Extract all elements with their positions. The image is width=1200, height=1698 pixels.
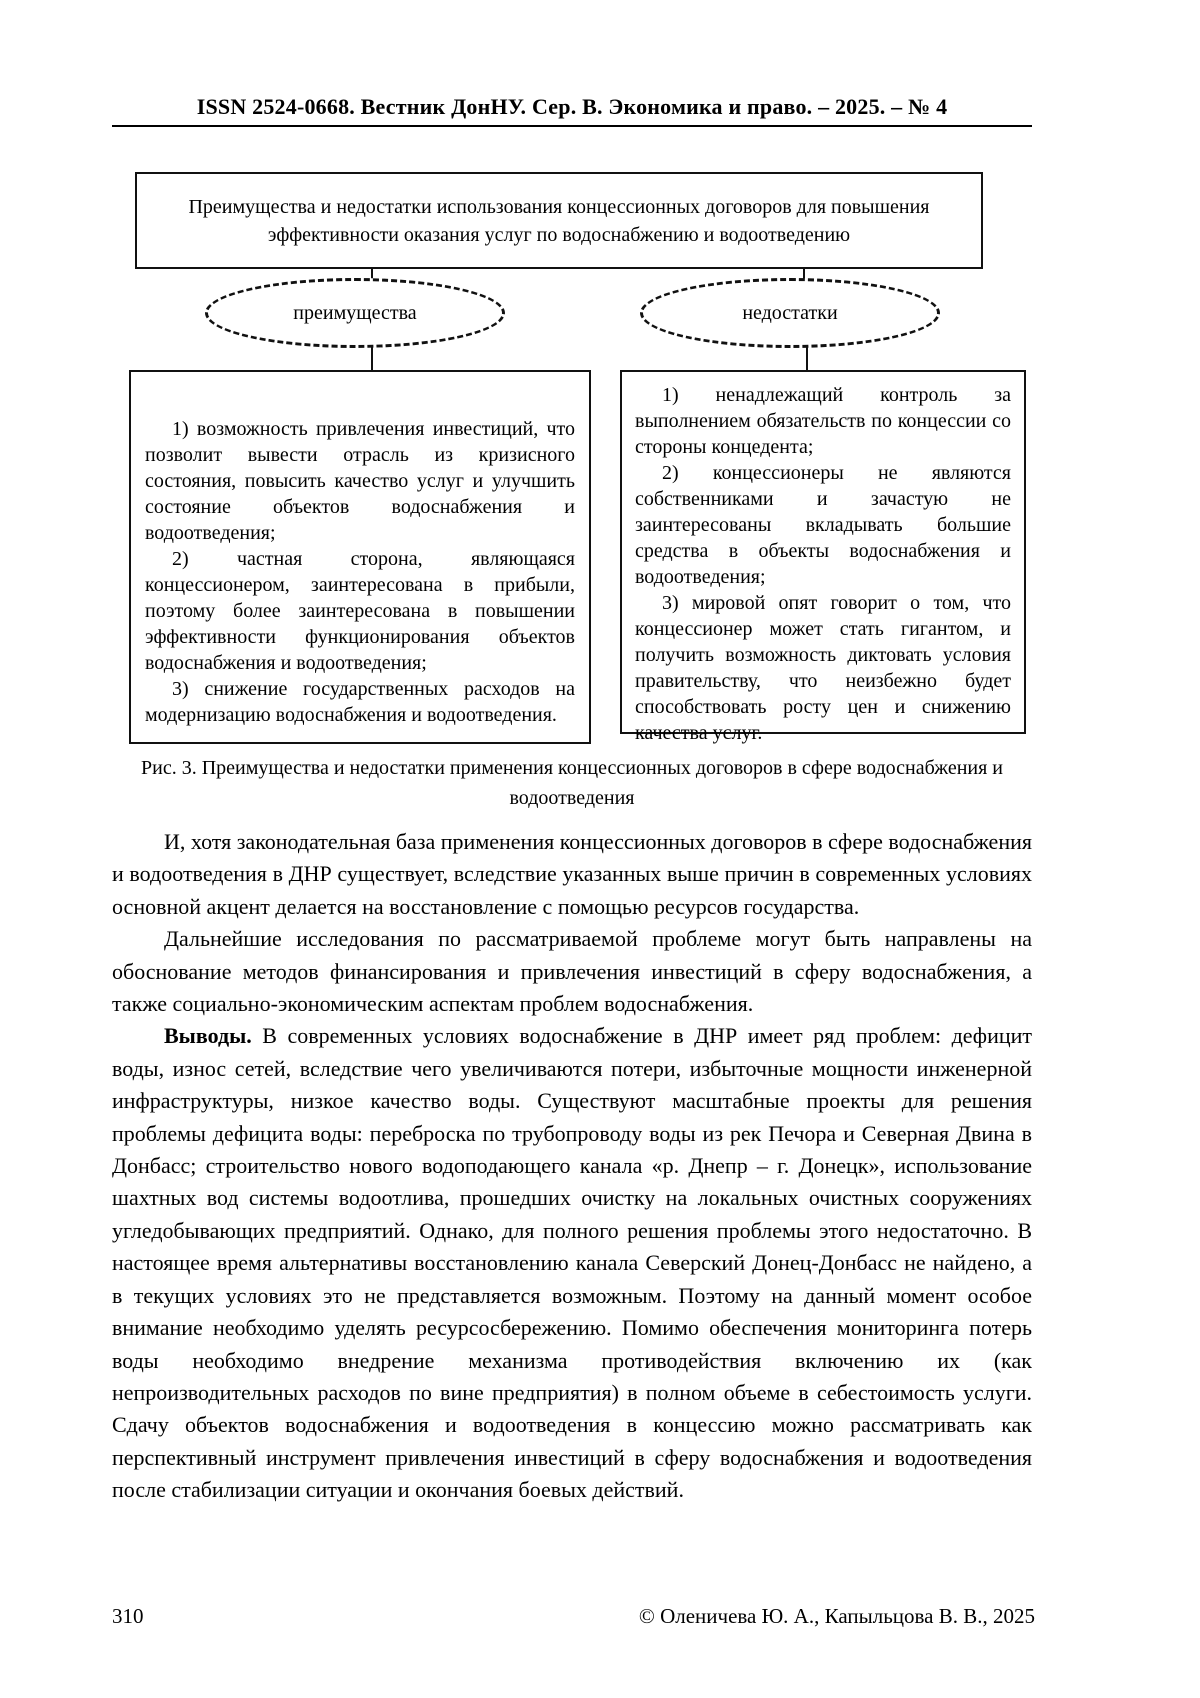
header-rule [112,125,1032,127]
figure-title-box [135,172,983,269]
page-number: 310 [112,1604,144,1628]
disadvantage-item: 3) мировой опят говорит о том, что концессионер может стать гигантом, и получить возможность диктовать условия правительству, что неизбежно будет способствовать росту цен и снижению качества услуг. [635,592,1011,744]
advantage-item: 1) возможность привлечения инвестиций, что позволит вывести отрасль из кризисного состояния, повысить качество услуг и улучшить состояние объектов водоснабжения и водоотведения; [145,418,575,544]
article-body [112,826,1032,1507]
page-header [112,94,1032,127]
page-footer [112,1604,1035,1629]
advantage-item: 3) снижение государственных расходов на модернизацию водоснабжения и водоотведения. [145,678,575,726]
disadvantage-item: 2) концессионеры не являются собственниками и зачастую не заинтересованы вкладывать большие средства в объекты водоснабжения и водоотведения; [635,462,1011,588]
paragraph [112,826,1032,923]
disadvantages-ellipse [640,278,940,348]
page-content [112,0,1032,1507]
figure-caption: Рис. 3. Преимущества и недостатки применения концессионных договоров в сфере водоснабжения и водоотведения [141,757,1004,809]
advantages-ellipse [205,278,505,348]
figure-3-diagram [129,172,1029,744]
advantages-label: преимущества [293,301,417,324]
figure-title-text: Преимущества и недостатки использования концессионных договоров для повышения эффективности оказания услуг по водоснабжению и водоотведению [188,195,930,246]
connector-line-bottom-left [371,346,373,370]
disadvantage-item: 1) ненадлежащий контроль за выполнением обязательств по концессии со стороны концедента; [635,384,1011,458]
disadvantages-box [620,370,1026,744]
copyright-notice: © Оленичева Ю. А., Капыльцова В. В., 2025 [638,1604,1035,1628]
advantage-item: 2) частная сторона, являющаяся концессионером, заинтересована в прибыли, поэтому более заинтересована в повышении эффективности функционирования объектов водоснабжения и водоотведения; [145,548,575,674]
connector-line-bottom-right [806,346,808,370]
paragraph-text: И, хотя законодательная база применения концессионных договоров в сфере водоснабжения и водоотведения в ДНР существует, вследствие указанных выше причин в современных условиях основной акцент делается на восстановление с помощью ресурсов государства. [112,829,1032,919]
journal-header-title: ISSN 2524-0668. Вестник ДонНУ. Сер. В. Экономика и право. – 2025. – № 4 [196,94,948,119]
paragraph-text: Дальнейшие исследования по рассматриваемой проблеме могут быть направлены на обоснование методов финансирования и привлечения инвестиций в сферу водоснабжения, а также социально-экономическим аспектам проблем водоснабжения. [112,926,1032,1017]
paragraph-conclusions [112,1020,1032,1506]
advantages-box [129,370,591,744]
conclusions-lead: Выводы. [164,1023,252,1049]
paragraph [112,923,1032,1020]
disadvantages-label: недостатки [742,301,838,324]
paragraph-text: В современных условиях водоснабжение в ДНР имеет ряд проблем: дефицит воды, износ сетей, вследствие чего увеличиваются потери, избыточные мощности инженерной инфраструктуры, низкое качество воды. Существуют масштабные проекты для решения проблемы дефицита воды: переброска по трубопроводу воды из рек Печора и Северная Двина в Донбасс; строительство нового водоподающего канала «р. Днепр – г. Донецк», использование шахтных вод системы водоотлива, прошедших очистку на локальных очистных сооружениях угледобывающих предприятий. Однако, для полного решения проблемы этого недостаточно. В настоящее время альтернативы восстановлению канала Северский Донец-Донбасс не найдено, а в текущих условиях это не представляется возможным. Поэтому на данный момент особое внимание необходимо уделять ресурсосбережению. Помимо обеспечения мониторинга потерь воды необходимо внедрение механизма противодействия включению их (как непроизводительных расходов по вине предприятия) в полном объеме в себестоимость услуги. Сдачу объектов водоснабжения и водоотведения в концессию можно рассматривать как перспективный инструмент привлечения инвестиций в сферу водоснабжения и водоотведения после стабилизации ситуации и окончания боевых действий. [112,1023,1032,1503]
